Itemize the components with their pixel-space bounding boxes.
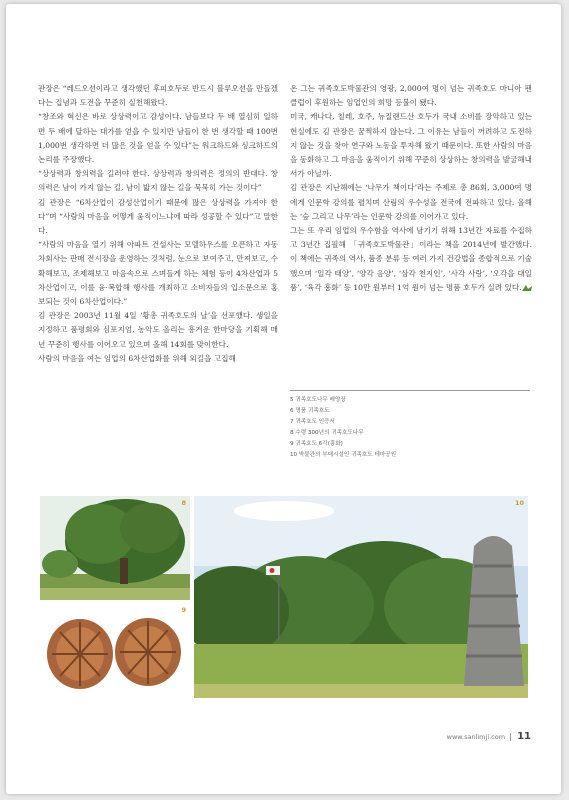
caption-item: 8 수령 300년의 귀족호도나무 [290, 430, 364, 436]
caption-item: 7 귀족호도 인증서 [290, 419, 335, 425]
left-column [38, 82, 278, 366]
right-paragraph-4-text: 그는 또 우리 임업의 우수함을 역사에 남기기 위해 13년간 자료를 수집하고 3년간 집필해 「귀족호도박물관」이라는 책을 2014년에 발간했다. 이 책에는 귀족의 역사, 품종 분류 등 여러 가지 건강법을 종합적으로 기술했으며 ‘일각 태양’, ‘양각 음양’, ‘삼각 천지인’, ‘사각 사랑’, ‘오각을 대일품’, ‘육각 흥화’ 등 10만 원부터 1억 원이 넘는 명품 호두가 실려 있다. [290, 226, 532, 292]
left-paragraph-1: 관장은 “레드오션이라고 생각했던 후피호두로 반드시 블루오션을 만들겠다는 집념과 도전을 꾸준히 실천해왔다. [38, 84, 278, 108]
right-column [290, 82, 532, 295]
photo-theme-park [194, 496, 528, 698]
caption-item: 9 귀족호도 6각(흥화) [290, 441, 343, 447]
right-paragraph-4 [290, 224, 532, 295]
park-illustration [194, 496, 528, 698]
walnut-illustration [40, 606, 190, 698]
left-paragraph-3: “상상력과 창의력을 길러야 한다. 상상력과 창의력은 정의의 반대다. 창의력은 남이 가지 않는 길, 남이 밟지 않는 길을 묵묵히 가는 것이다” [38, 169, 278, 193]
left-paragraph-6: 김 관장은 2003년 11월 4일 ‘황총 귀족호도의 날’을 선포했다. 생일을 지정하고 품평회와 심포지엄, 농악도 올리는 흥겨운 한마당을 기획해 매년 꾸준히 행사를 이어오고 있으며 올해 14회를 맞이한다. [38, 311, 278, 349]
right-paragraph-2: 미국, 캐나다, 칠레, 호주, 뉴질랜드산 호두가 국내 소비를 장악하고 있는 현실에도 김 관장은 꿈쩍하지 않는다. 그 이유는 남들이 꺼려하고 도전하지 않는 것을 찾아 연구와 노동을 투자해 왔기 때문이다. 또한 사람의 마음을 동화하고 그 마음을 움직이기 위해 꾸준히 상상하는 창의력을 발굴해내서가 아닐까. [290, 112, 532, 179]
photo-number-9: 9 [181, 606, 186, 614]
magazine-page [6, 4, 561, 794]
left-paragraph-2: “창조와 혁신은 바로 상상력이고 감성이다. 남들보다 두 배 열심히 일하면 두 배에 달하는 대가를 얻을 수 있지만 남들이 한 번 생각할 때 100번 1,000번 생각하면 더 많은 것을 얻을 수 있다”는 워크하드와 싱크하드의 논리를 주장했다. [38, 112, 278, 165]
tree-illustration [40, 496, 190, 600]
caption-item: 6 명품 귀족호도 [290, 408, 330, 414]
photo-walnuts [40, 606, 190, 698]
caption-item: 10 박물관의 부대시설인 귀족호도 테마공원 [290, 452, 397, 458]
right-paragraph-3: 김 관장은 지난해에는 ‘나무가 책이다’라는 주제로 총 86회, 3,000여 명에게 인문학 강의를 펼치며 산림의 우수성을 전국에 전파하고 있다. 올해는 ‘숲 그리고 나무’라는 인문학 강의를 이어가고 있다. [290, 183, 532, 221]
footer-url: www.sanlimji.com [446, 733, 506, 741]
photo-caption-list [290, 390, 530, 461]
footer-divider [510, 733, 511, 741]
page-footer [447, 731, 531, 742]
leaf-icon [522, 285, 532, 291]
photo-number-8: 8 [181, 499, 186, 507]
photo-number-10: 10 [514, 499, 524, 507]
left-paragraph-7: 사람의 마음을 여는 임업의 6차산업화를 위해 외길을 고집해 [38, 353, 236, 363]
right-paragraph-1: 온 그는 귀족호도박물관의 영광, 2,000여 명이 넘는 귀족호도 마니아 팬클럽이 후원하는 임업인의 희망 등불이 됐다. [290, 84, 532, 108]
page-number: 11 [517, 731, 531, 742]
photo-old-walnut-tree [40, 496, 190, 600]
left-paragraph-4: 김 관장은 “6차산업이 감성산업이기 때문에 많은 상상력을 가져야 한다”며 “사람의 마음을 어떻게 움직이느냐에 따라 성공할 수 있다”고 말한다. [38, 197, 278, 236]
left-paragraph-5: “사람의 마음을 열기 위해 아파트 건설사는 모델하우스를 오픈하고 자동차회사는 판매 전시장을 운영하는 것처럼, 눈으로 보여주고, 만져보고, 수확해보고, 조제해보고 마음속으로 스며들게 하는 체험 등이 4차산업과 5차산업이고, 이를 융·복합해 행사를 개최하고 소비자들의 입소문으로 홍보되는 것이 6차산업이다.” [38, 240, 278, 307]
caption-item: 5 귀족호도나무 배양장 [290, 397, 346, 403]
